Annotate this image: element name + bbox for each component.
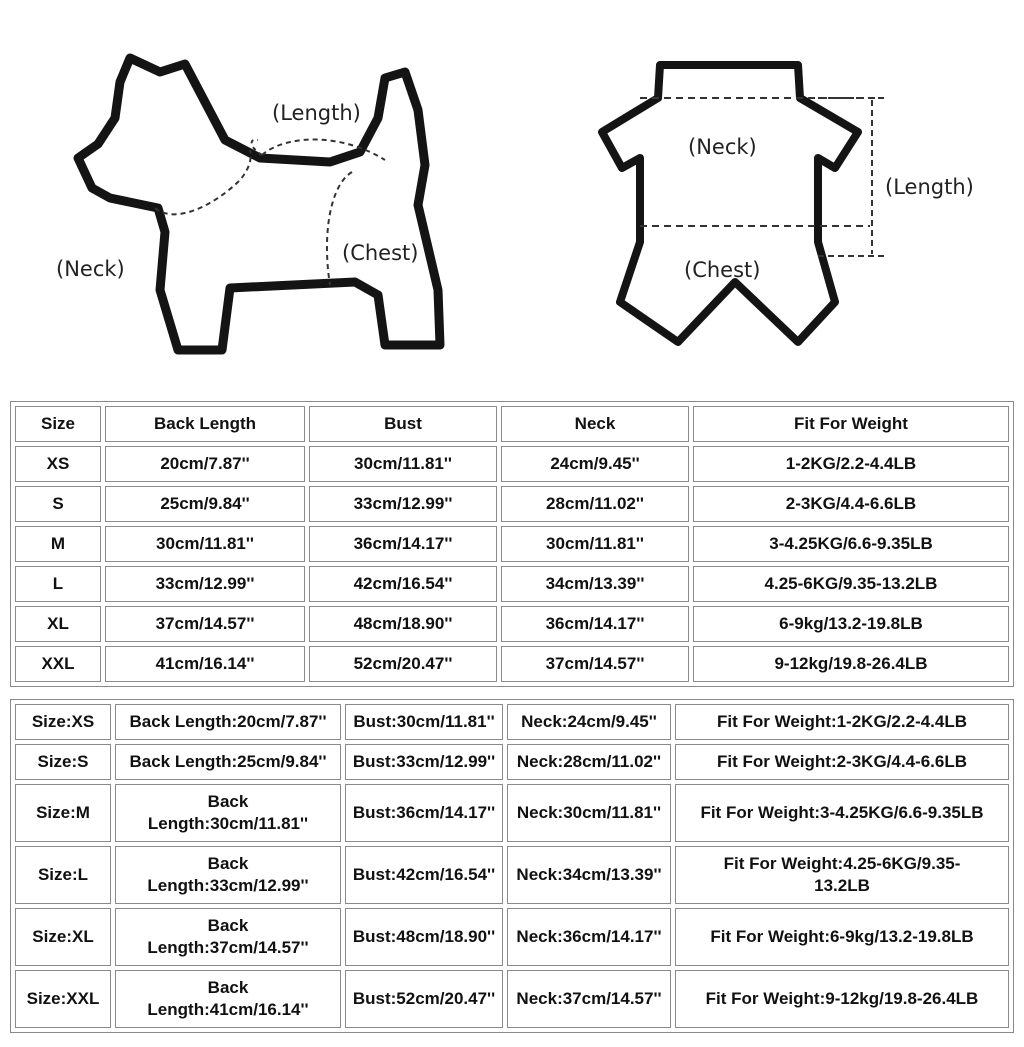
cell-neck: Neck:34cm/13.39''	[507, 846, 671, 904]
cell-size: Size:M	[15, 784, 111, 842]
garment-chest-label: (Chest)	[684, 258, 761, 282]
table-row	[15, 606, 1009, 642]
table-row	[15, 704, 1009, 740]
cell-bust: Bust:52cm/20.47''	[345, 970, 503, 1028]
cell-size: XL	[15, 606, 101, 642]
cell-size: Size:XXL	[15, 970, 111, 1028]
cell-neck: Neck:30cm/11.81''	[507, 784, 671, 842]
cell-weight: 6-9kg/13.2-19.8LB	[693, 606, 1009, 642]
header-size: Size	[15, 406, 101, 442]
chest-dashed-line	[327, 172, 352, 285]
cell-neck: Neck:36cm/14.17''	[507, 908, 671, 966]
dog-neck-label: (Neck)	[56, 257, 125, 281]
cell-weight: 9-12kg/19.8-26.4LB	[693, 646, 1009, 682]
cell-back-length: Back Length:20cm/7.87''	[115, 704, 341, 740]
cell-bust: 42cm/16.54''	[309, 566, 497, 602]
table-row	[15, 646, 1009, 682]
cell-weight: Fit For Weight:9-12kg/19.8-26.4LB	[675, 970, 1009, 1028]
cell-neck: 36cm/14.17''	[501, 606, 689, 642]
cell-weight: Fit For Weight:4.25-6KG/9.35-13.2LB	[675, 846, 1009, 904]
cell-weight: 4.25-6KG/9.35-13.2LB	[693, 566, 1009, 602]
cell-size: XXL	[15, 646, 101, 682]
cell-bust: Bust:48cm/18.90''	[345, 908, 503, 966]
cell-back-length: 41cm/16.14''	[105, 646, 305, 682]
cell-back-length: Back Length:30cm/11.81''	[115, 784, 341, 842]
cell-size: S	[15, 486, 101, 522]
neck-dashed-line	[155, 150, 251, 214]
cell-size: M	[15, 526, 101, 562]
cell-neck: Neck:37cm/14.57''	[507, 970, 671, 1028]
table-row	[15, 784, 1009, 842]
garment-length-label: (Length)	[885, 175, 974, 199]
cell-neck: 37cm/14.57''	[501, 646, 689, 682]
header-bust: Bust	[309, 406, 497, 442]
cell-weight: Fit For Weight:3-4.25KG/6.6-9.35LB	[675, 784, 1009, 842]
table-row	[15, 566, 1009, 602]
garment-silhouette	[602, 65, 858, 342]
dog-chest-label: (Chest)	[342, 241, 419, 265]
cell-bust: Bust:33cm/12.99''	[345, 744, 503, 780]
cell-weight: Fit For Weight:6-9kg/13.2-19.8LB	[675, 908, 1009, 966]
cell-weight: Fit For Weight:2-3KG/4.4-6.6LB	[675, 744, 1009, 780]
cell-size: Size:XS	[15, 704, 111, 740]
cell-neck: 34cm/13.39''	[501, 566, 689, 602]
cell-neck: Neck:28cm/11.02''	[507, 744, 671, 780]
cell-weight: Fit For Weight:1-2KG/2.2-4.4LB	[675, 704, 1009, 740]
cell-neck: 24cm/9.45''	[501, 446, 689, 482]
cell-back-length: 25cm/9.84''	[105, 486, 305, 522]
size-detail-table	[10, 699, 1014, 1033]
cell-bust: Bust:36cm/14.17''	[345, 784, 503, 842]
cell-bust: Bust:42cm/16.54''	[345, 846, 503, 904]
dog-length-label: (Length)	[272, 101, 361, 125]
cell-neck: 30cm/11.81''	[501, 526, 689, 562]
cell-back-length: 37cm/14.57''	[105, 606, 305, 642]
cell-weight: 3-4.25KG/6.6-9.35LB	[693, 526, 1009, 562]
cell-back-length: Back Length:25cm/9.84''	[115, 744, 341, 780]
header-back-length: Back Length	[105, 406, 305, 442]
cell-bust: 48cm/18.90''	[309, 606, 497, 642]
cell-bust: Bust:30cm/11.81''	[345, 704, 503, 740]
cell-back-length: 33cm/12.99''	[105, 566, 305, 602]
table-row	[15, 744, 1009, 780]
header-fit-for-weight: Fit For Weight	[693, 406, 1009, 442]
dog-measurement-diagram	[0, 0, 470, 380]
garment-neck-label: (Neck)	[688, 135, 757, 159]
dog-silhouette	[78, 58, 440, 350]
cell-back-length: Back Length:41cm/16.14''	[115, 970, 341, 1028]
table-row	[15, 846, 1009, 904]
table-header-row	[15, 406, 1009, 442]
header-neck: Neck	[501, 406, 689, 442]
table-row	[15, 970, 1009, 1028]
cell-neck: 28cm/11.02''	[501, 486, 689, 522]
cell-size: Size:L	[15, 846, 111, 904]
cell-back-length: 30cm/11.81''	[105, 526, 305, 562]
cell-size: L	[15, 566, 101, 602]
cell-weight: 1-2KG/2.2-4.4LB	[693, 446, 1009, 482]
size-chart-table	[10, 401, 1014, 687]
cell-weight: 2-3KG/4.4-6.6LB	[693, 486, 1009, 522]
table-row	[15, 526, 1009, 562]
cell-bust: 36cm/14.17''	[309, 526, 497, 562]
cell-bust: 33cm/12.99''	[309, 486, 497, 522]
cell-back-length: 20cm/7.87''	[105, 446, 305, 482]
cell-size: Size:XL	[15, 908, 111, 966]
table-row	[15, 908, 1009, 966]
cell-neck: Neck:24cm/9.45''	[507, 704, 671, 740]
table-row	[15, 486, 1009, 522]
cell-bust: 52cm/20.47''	[309, 646, 497, 682]
table-row	[15, 446, 1009, 482]
cell-back-length: Back Length:37cm/14.57''	[115, 908, 341, 966]
cell-back-length: Back Length:33cm/12.99''	[115, 846, 341, 904]
cell-bust: 30cm/11.81''	[309, 446, 497, 482]
garment-measurement-diagram	[580, 40, 1010, 370]
cell-size: XS	[15, 446, 101, 482]
cell-size: Size:S	[15, 744, 111, 780]
